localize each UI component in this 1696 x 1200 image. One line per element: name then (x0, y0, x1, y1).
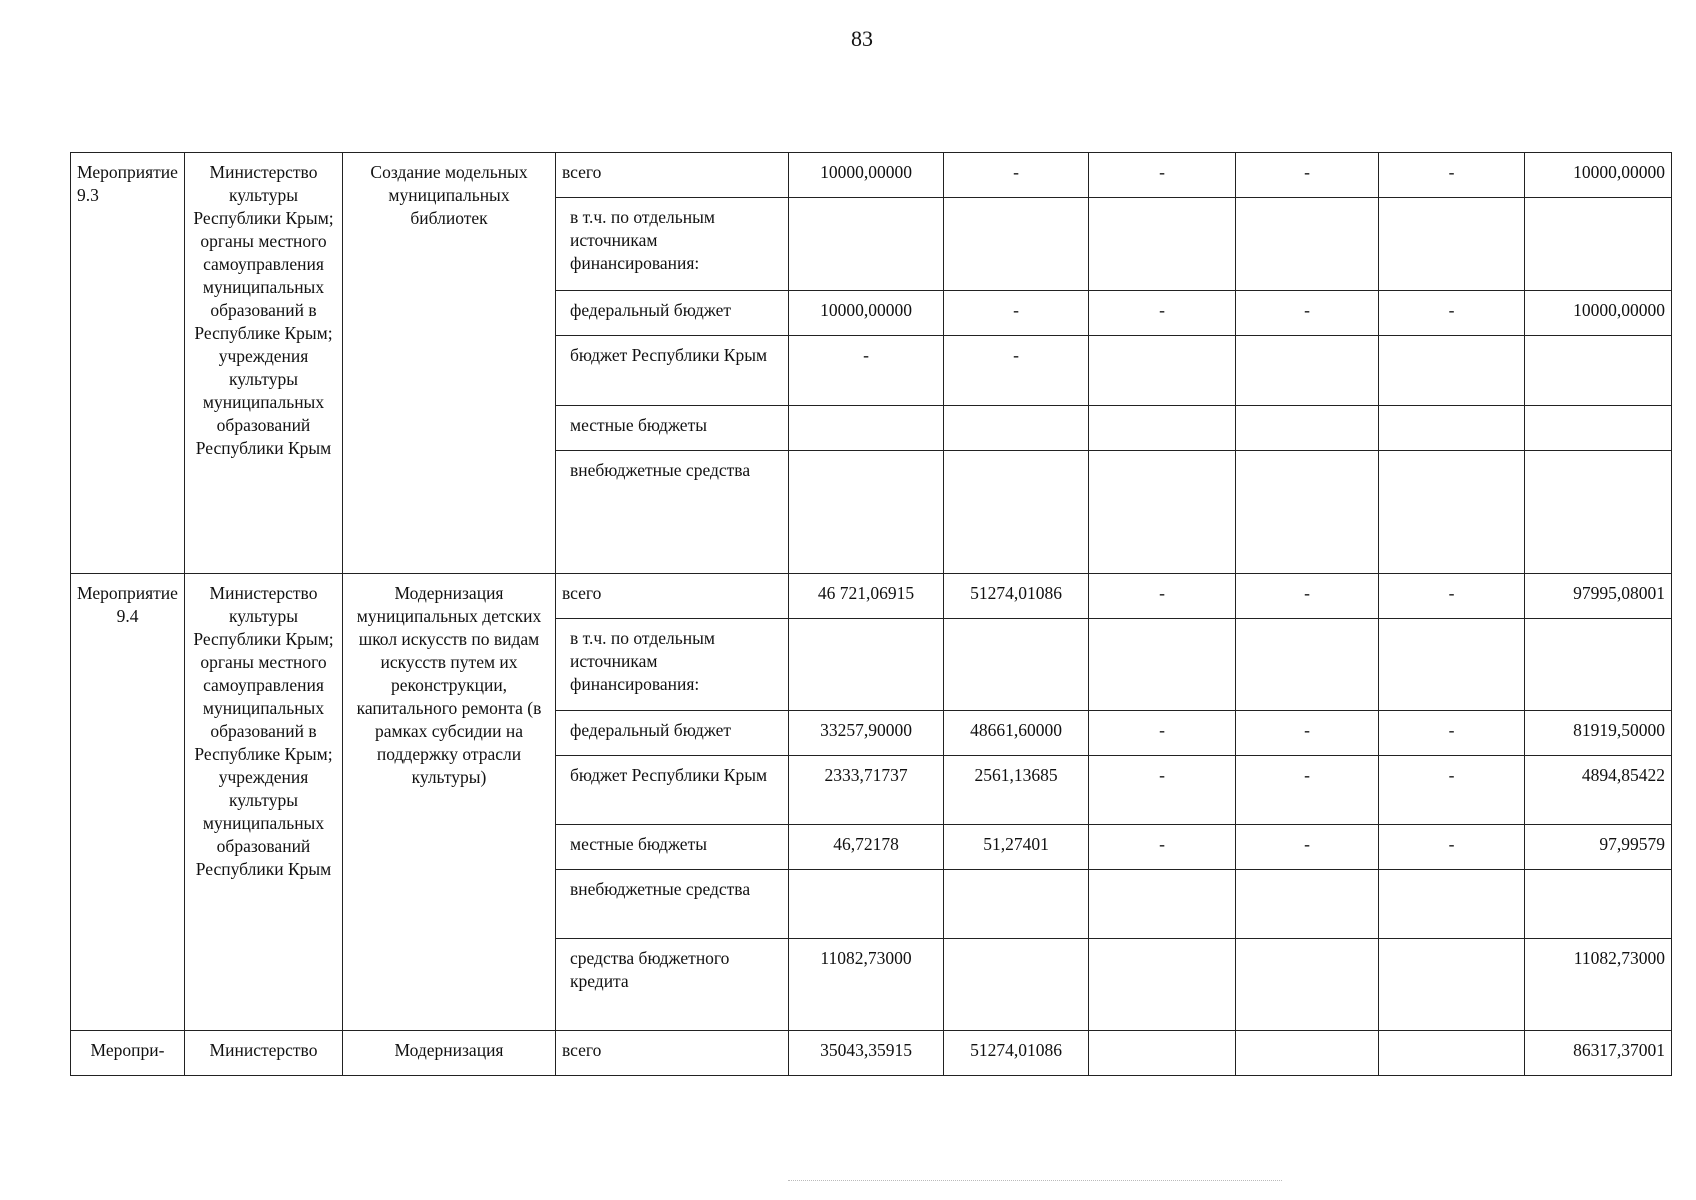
source-cell: всего (556, 1031, 789, 1076)
source-cell (556, 939, 789, 1031)
value-cell: - (1089, 574, 1236, 619)
source-text: бюджет Республики Крым (570, 345, 768, 365)
value-cell: - (1089, 711, 1236, 756)
value-cell (789, 451, 944, 574)
value-cell: - (944, 153, 1089, 198)
source-cell (556, 619, 789, 711)
source-text: федеральный бюджет (570, 300, 732, 320)
total-cell: 10000,00000 (1525, 153, 1672, 198)
total-cell (1525, 451, 1672, 574)
value-cell (789, 198, 944, 291)
value-cell (1236, 939, 1379, 1031)
event-label: Мероприятие 9.3 (77, 162, 178, 205)
value-cell (1236, 198, 1379, 291)
value-cell (1236, 406, 1379, 451)
value-cell (944, 451, 1089, 574)
description-cell (343, 1031, 556, 1076)
source-cell (556, 870, 789, 939)
total-cell (1525, 406, 1672, 451)
value-cell (1236, 870, 1379, 939)
source-text: местные бюджеты (570, 415, 707, 435)
executor-text: Министерство культуры Республики Крым; органы местного самоуправления муниципальных образований в Республике Крым; учреждения культуры муниципальных образований Республики Крым (193, 583, 334, 879)
value-cell (1089, 939, 1236, 1031)
value-cell: 35043,35915 (789, 1031, 944, 1076)
value-cell (944, 939, 1089, 1031)
page-number: 83 (851, 26, 873, 51)
source-cell (556, 825, 789, 870)
executor-cell (185, 1031, 343, 1076)
value-cell: 51274,01086 (944, 574, 1089, 619)
value-cell: 2561,13685 (944, 756, 1089, 825)
value-cell (789, 406, 944, 451)
table-row (71, 1031, 1672, 1076)
value-cell: - (1379, 291, 1525, 336)
source-cell (556, 451, 789, 574)
value-cell: 33257,90000 (789, 711, 944, 756)
value-cell (1089, 870, 1236, 939)
value-cell (1379, 619, 1525, 711)
value-cell: - (944, 291, 1089, 336)
total-cell: 97995,08001 (1525, 574, 1672, 619)
total-cell: 81919,50000 (1525, 711, 1672, 756)
value-cell: 10000,00000 (789, 291, 944, 336)
total-cell: 11082,73000 (1525, 939, 1672, 1031)
description-text: Создание модельных муниципальных библиотек (370, 162, 528, 228)
source-cell: всего (556, 574, 789, 619)
source-cell (556, 756, 789, 825)
value-cell: - (1379, 825, 1525, 870)
source-cell (556, 711, 789, 756)
value-cell (1379, 1031, 1525, 1076)
description-text: Модернизация муниципальных детских школ искусств по видам искусств путем их реконструкции, капитального ремонта (в рамках субсидии на поддержку отрасли культуры) (356, 583, 542, 787)
value-cell: - (1236, 574, 1379, 619)
value-cell: 51,27401 (944, 825, 1089, 870)
value-cell (1089, 619, 1236, 711)
total-cell (1525, 619, 1672, 711)
table-row (71, 153, 1672, 198)
source-text: внебюджетные средства (570, 460, 751, 480)
value-cell: - (1379, 574, 1525, 619)
event-cell (71, 1031, 185, 1076)
value-cell: - (1089, 756, 1236, 825)
value-cell (1379, 336, 1525, 406)
source-text: федеральный бюджет (570, 720, 732, 740)
value-cell (1379, 451, 1525, 574)
value-cell (1236, 451, 1379, 574)
value-cell (944, 870, 1089, 939)
description-cell (343, 574, 556, 1031)
value-cell (1236, 619, 1379, 711)
value-cell (1379, 939, 1525, 1031)
executor-text: Министерство культуры Республики Крым; органы местного самоуправления муниципальных образований в Республике Крым; учреждения культуры муниципальных образований Республики Крым (193, 162, 334, 458)
value-cell (1089, 1031, 1236, 1076)
value-cell: - (1089, 825, 1236, 870)
value-cell: 51274,01086 (944, 1031, 1089, 1076)
total-cell (1525, 870, 1672, 939)
total-cell: 4894,85422 (1525, 756, 1672, 825)
value-cell (1236, 1031, 1379, 1076)
executor-cell (185, 153, 343, 574)
value-cell (1089, 198, 1236, 291)
value-cell: - (1236, 825, 1379, 870)
value-cell: - (1379, 711, 1525, 756)
event-cell (71, 153, 185, 574)
value-cell (789, 619, 944, 711)
total-cell: 10000,00000 (1525, 291, 1672, 336)
total-cell (1525, 336, 1672, 406)
value-cell (944, 619, 1089, 711)
value-cell: - (1379, 756, 1525, 825)
source-text: местные бюджеты (570, 834, 707, 854)
value-cell: 46 721,06915 (789, 574, 944, 619)
value-cell (789, 870, 944, 939)
executor-cell (185, 574, 343, 1031)
value-cell: - (1089, 153, 1236, 198)
value-cell (1379, 198, 1525, 291)
source-cell: всего (556, 153, 789, 198)
total-cell: 86317,37001 (1525, 1031, 1672, 1076)
description-text: Модернизация (394, 1040, 504, 1060)
executor-text: Министерство (209, 1040, 318, 1060)
value-cell: - (1236, 153, 1379, 198)
source-cell (556, 198, 789, 291)
total-cell (1525, 198, 1672, 291)
value-cell: - (1236, 756, 1379, 825)
value-cell (1089, 336, 1236, 406)
value-cell: 2333,71737 (789, 756, 944, 825)
value-cell (944, 406, 1089, 451)
value-cell (1236, 336, 1379, 406)
value-cell: 11082,73000 (789, 939, 944, 1031)
value-cell (1089, 451, 1236, 574)
source-text: бюджет Республики Крым (570, 765, 768, 785)
source-cell (556, 336, 789, 406)
description-cell (343, 153, 556, 574)
value-cell (1089, 406, 1236, 451)
event-cell (71, 574, 185, 1031)
source-cell (556, 291, 789, 336)
source-text: в т.ч. по отдельным источникам финансирования: (570, 207, 715, 273)
budget-table (70, 152, 1672, 1076)
source-text: внебюджетные средства (570, 879, 751, 899)
value-cell: - (1236, 711, 1379, 756)
value-cell: - (1236, 291, 1379, 336)
footer-divider (788, 1180, 1282, 1181)
value-cell: 46,72178 (789, 825, 944, 870)
event-label: Мероприятие 9.4 (77, 583, 178, 626)
value-cell: 10000,00000 (789, 153, 944, 198)
source-text: в т.ч. по отдельным источникам финансирования: (570, 628, 715, 694)
value-cell: 48661,60000 (944, 711, 1089, 756)
table-row (71, 574, 1672, 619)
value-cell: - (944, 336, 1089, 406)
value-cell (1379, 870, 1525, 939)
value-cell: - (789, 336, 944, 406)
total-cell: 97,99579 (1525, 825, 1672, 870)
event-label: Меропри- (90, 1040, 165, 1060)
source-text: средства бюджетного кредита (570, 948, 730, 991)
source-cell (556, 406, 789, 451)
value-cell (944, 198, 1089, 291)
value-cell: - (1379, 153, 1525, 198)
value-cell: - (1089, 291, 1236, 336)
value-cell (1379, 406, 1525, 451)
